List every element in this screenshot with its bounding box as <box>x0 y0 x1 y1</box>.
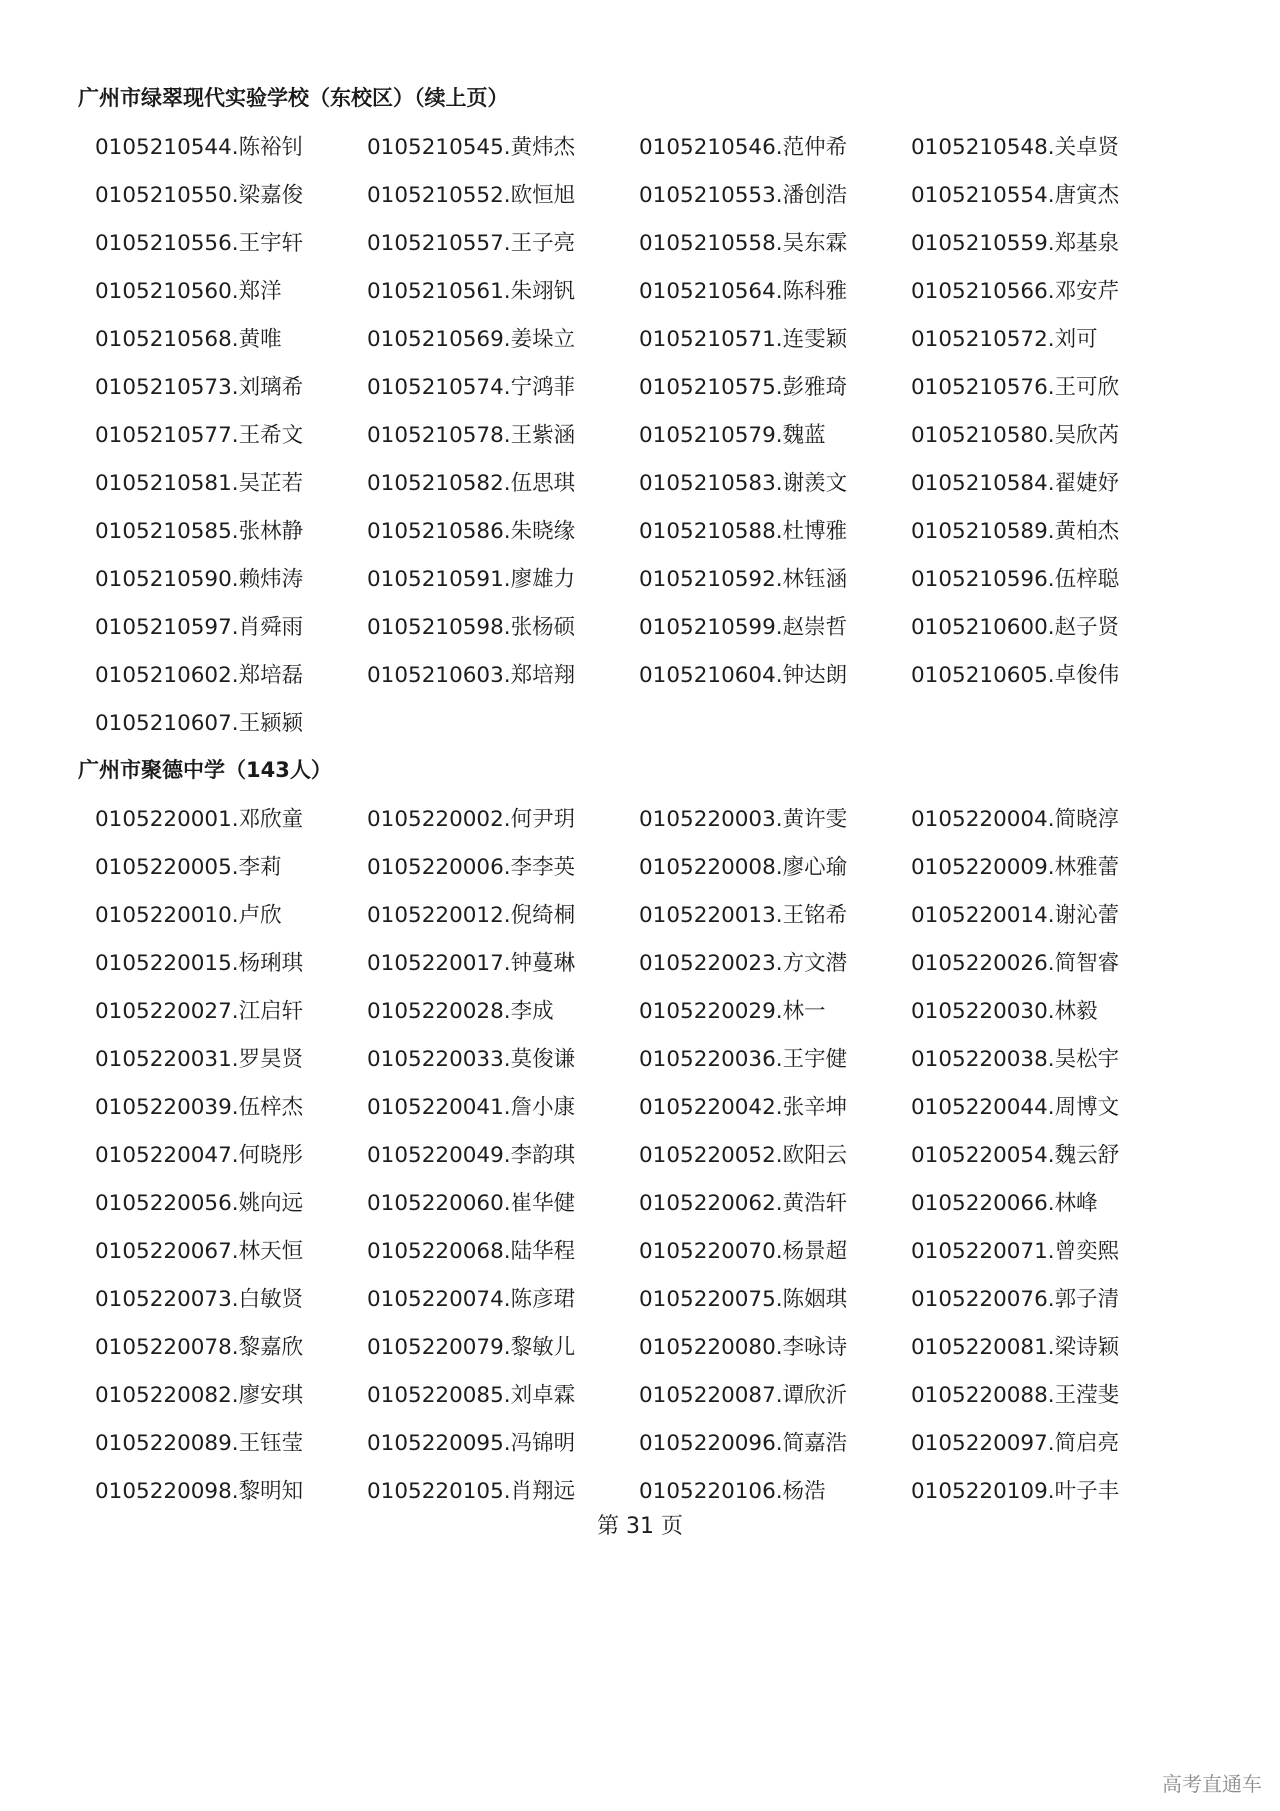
list-item: 0105210572.刘可 <box>911 327 1098 352</box>
list-item: 0105210607.王颍颍 <box>95 711 304 736</box>
list-item: 0105220036.王宇健 <box>639 1047 848 1072</box>
list-item: 0105220097.简启亮 <box>911 1431 1120 1456</box>
list-item: 0105220003.黄许雯 <box>639 807 848 832</box>
list-item: 0105210592.林钰涵 <box>639 567 848 592</box>
list-item: 0105220015.杨琍琪 <box>95 951 304 976</box>
list-item: 0105220006.李李英 <box>367 855 576 880</box>
list-item: 0105220030.林毅 <box>911 999 1098 1024</box>
page-number: 第 31 页 <box>597 1514 683 1539</box>
list-item: 0105210575.彭雅琦 <box>639 375 848 400</box>
list-item: 0105220005.李莉 <box>95 855 282 880</box>
list-item: 0105220071.曾奕熙 <box>911 1239 1120 1264</box>
list-item: 0105220060.崔华健 <box>367 1191 576 1216</box>
list-item: 0105210573.刘璃希 <box>95 375 304 400</box>
list-item: 0105210545.黄炜杰 <box>367 135 576 160</box>
list-item: 0105210560.郑洋 <box>95 279 282 304</box>
list-item: 0105210552.欧恒旭 <box>367 183 576 208</box>
list-item: 0105210590.赖炜涛 <box>95 567 304 592</box>
list-item: 0105210603.郑培翔 <box>367 663 576 688</box>
list-item: 0105210546.范仲希 <box>639 135 848 160</box>
list-item: 0105210558.吴东霖 <box>639 231 848 256</box>
list-item: 0105210557.王子亮 <box>367 231 576 256</box>
list-item: 0105210571.连雯颖 <box>639 327 848 352</box>
list-item: 0105220062.黄浩轩 <box>639 1191 848 1216</box>
list-item: 0105210574.宁鸿菲 <box>367 375 576 400</box>
entry-list <box>95 796 1208 1516</box>
list-item: 0105220109.叶子丰 <box>911 1479 1120 1504</box>
list-item: 0105210548.关卓贤 <box>911 135 1120 160</box>
list-item: 0105210596.伍梓聪 <box>911 567 1120 592</box>
list-item: 0105220076.郭子清 <box>911 1287 1120 1312</box>
list-item: 0105220080.李咏诗 <box>639 1335 848 1360</box>
watermark: 高考直通车 <box>1162 1772 1262 1796</box>
list-item: 0105210597.肖舜雨 <box>95 615 304 640</box>
list-item: 0105220014.谢沁蕾 <box>911 903 1120 928</box>
school-section <box>78 754 1208 1516</box>
list-item: 0105220095.冯锦明 <box>367 1431 576 1456</box>
list-item: 0105210578.王紫涵 <box>367 423 576 448</box>
list-item: 0105210605.卓俊伟 <box>911 663 1120 688</box>
list-item: 0105220049.李韵琪 <box>367 1143 576 1168</box>
list-item: 0105220085.刘卓霖 <box>367 1383 576 1408</box>
list-item: 0105220031.罗昊贤 <box>95 1047 304 1072</box>
list-item: 0105210584.翟婕妤 <box>911 471 1120 496</box>
list-item: 0105220008.廖心瑜 <box>639 855 848 880</box>
list-item: 0105210589.黄柏杰 <box>911 519 1120 544</box>
list-item: 0105210568.黄唯 <box>95 327 282 352</box>
section-title: 广州市聚德中学（143人） <box>78 758 332 782</box>
list-item: 0105220098.黎明知 <box>95 1479 304 1504</box>
list-item: 0105220075.陈姻琪 <box>639 1287 848 1312</box>
list-item: 0105220029.林一 <box>639 999 826 1024</box>
list-item: 0105220026.简智睿 <box>911 951 1120 976</box>
list-item: 0105220009.林雅蕾 <box>911 855 1120 880</box>
list-item: 0105210598.张杨硕 <box>367 615 576 640</box>
list-item: 0105220081.梁诗颖 <box>911 1335 1120 1360</box>
list-item: 0105210544.陈裕钊 <box>95 135 304 160</box>
list-item: 0105210581.吴芷若 <box>95 471 304 496</box>
list-item: 0105220066.林峰 <box>911 1191 1098 1216</box>
list-item: 0105210576.王可欣 <box>911 375 1120 400</box>
list-item: 0105220023.方文潜 <box>639 951 848 976</box>
list-item: 0105220042.张辛坤 <box>639 1095 848 1120</box>
list-item: 0105210582.伍思琪 <box>367 471 576 496</box>
list-item: 0105220087.谭欣沂 <box>639 1383 848 1408</box>
list-item: 0105210553.潘创浩 <box>639 183 848 208</box>
list-item: 0105220047.何晓彤 <box>95 1143 304 1168</box>
list-item: 0105220010.卢欣 <box>95 903 282 928</box>
list-item: 0105210580.吴欣芮 <box>911 423 1120 448</box>
list-item: 0105220004.简晓淳 <box>911 807 1120 832</box>
list-item: 0105210591.廖雄力 <box>367 567 576 592</box>
list-item: 0105220033.莫俊谦 <box>367 1047 576 1072</box>
list-item: 0105210588.杜博雅 <box>639 519 848 544</box>
list-item: 0105220068.陆华程 <box>367 1239 576 1264</box>
list-item: 0105220070.杨景超 <box>639 1239 848 1264</box>
list-item: 0105210583.谢羡文 <box>639 471 848 496</box>
list-item: 0105220012.倪绮桐 <box>367 903 576 928</box>
list-item: 0105220013.王铭希 <box>639 903 848 928</box>
list-item: 0105220038.吴松宇 <box>911 1047 1120 1072</box>
list-item: 0105210599.赵崇哲 <box>639 615 848 640</box>
list-item: 0105210602.郑培磊 <box>95 663 304 688</box>
list-item: 0105220078.黎嘉欣 <box>95 1335 304 1360</box>
list-item: 0105220027.江启轩 <box>95 999 304 1024</box>
list-item: 0105210577.王希文 <box>95 423 304 448</box>
list-item: 0105220073.白敏贤 <box>95 1287 304 1312</box>
list-item: 0105210556.王宇轩 <box>95 231 304 256</box>
list-item: 0105210600.赵子贤 <box>911 615 1120 640</box>
list-item: 0105210566.邓安芹 <box>911 279 1120 304</box>
list-item: 0105210579.魏蓝 <box>639 423 826 448</box>
list-item: 0105220056.姚向远 <box>95 1191 304 1216</box>
list-item: 0105220041.詹小康 <box>367 1095 576 1120</box>
list-item: 0105220082.廖安琪 <box>95 1383 304 1408</box>
list-item: 0105210604.钟达朗 <box>639 663 848 688</box>
list-item: 0105220079.黎敏儿 <box>367 1335 576 1360</box>
list-item: 0105220089.王钰莹 <box>95 1431 304 1456</box>
list-item: 0105210550.梁嘉俊 <box>95 183 304 208</box>
list-item: 0105220074.陈彦珺 <box>367 1287 576 1312</box>
list-item: 0105210564.陈科雅 <box>639 279 848 304</box>
list-item: 0105220039.伍梓杰 <box>95 1095 304 1120</box>
entry-list <box>95 124 1208 748</box>
list-item: 0105210569.姜垛立 <box>367 327 576 352</box>
list-item: 0105210585.张林静 <box>95 519 304 544</box>
list-item: 0105220106.杨浩 <box>639 1479 826 1504</box>
list-item: 0105220054.魏云舒 <box>911 1143 1120 1168</box>
school-section <box>78 82 1208 748</box>
list-item: 0105220052.欧阳云 <box>639 1143 848 1168</box>
list-item: 0105220067.林天恒 <box>95 1239 304 1264</box>
list-item: 0105210586.朱晓缘 <box>367 519 576 544</box>
list-item: 0105220088.王滢斐 <box>911 1383 1120 1408</box>
list-item: 0105210554.唐寅杰 <box>911 183 1120 208</box>
list-item: 0105220044.周博文 <box>911 1095 1120 1120</box>
list-item: 0105220001.邓欣童 <box>95 807 304 832</box>
list-item: 0105210559.郑基泉 <box>911 231 1120 256</box>
list-item: 0105220017.钟蔓琳 <box>367 951 576 976</box>
list-item: 0105210561.朱翊钒 <box>367 279 576 304</box>
list-item: 0105220096.简嘉浩 <box>639 1431 848 1456</box>
list-item: 0105220002.何尹玥 <box>367 807 576 832</box>
section-title: 广州市绿翠现代实验学校（东校区）（续上页） <box>78 86 509 110</box>
list-item: 0105220105.肖翔远 <box>367 1479 576 1504</box>
list-item: 0105220028.李成 <box>367 999 554 1024</box>
